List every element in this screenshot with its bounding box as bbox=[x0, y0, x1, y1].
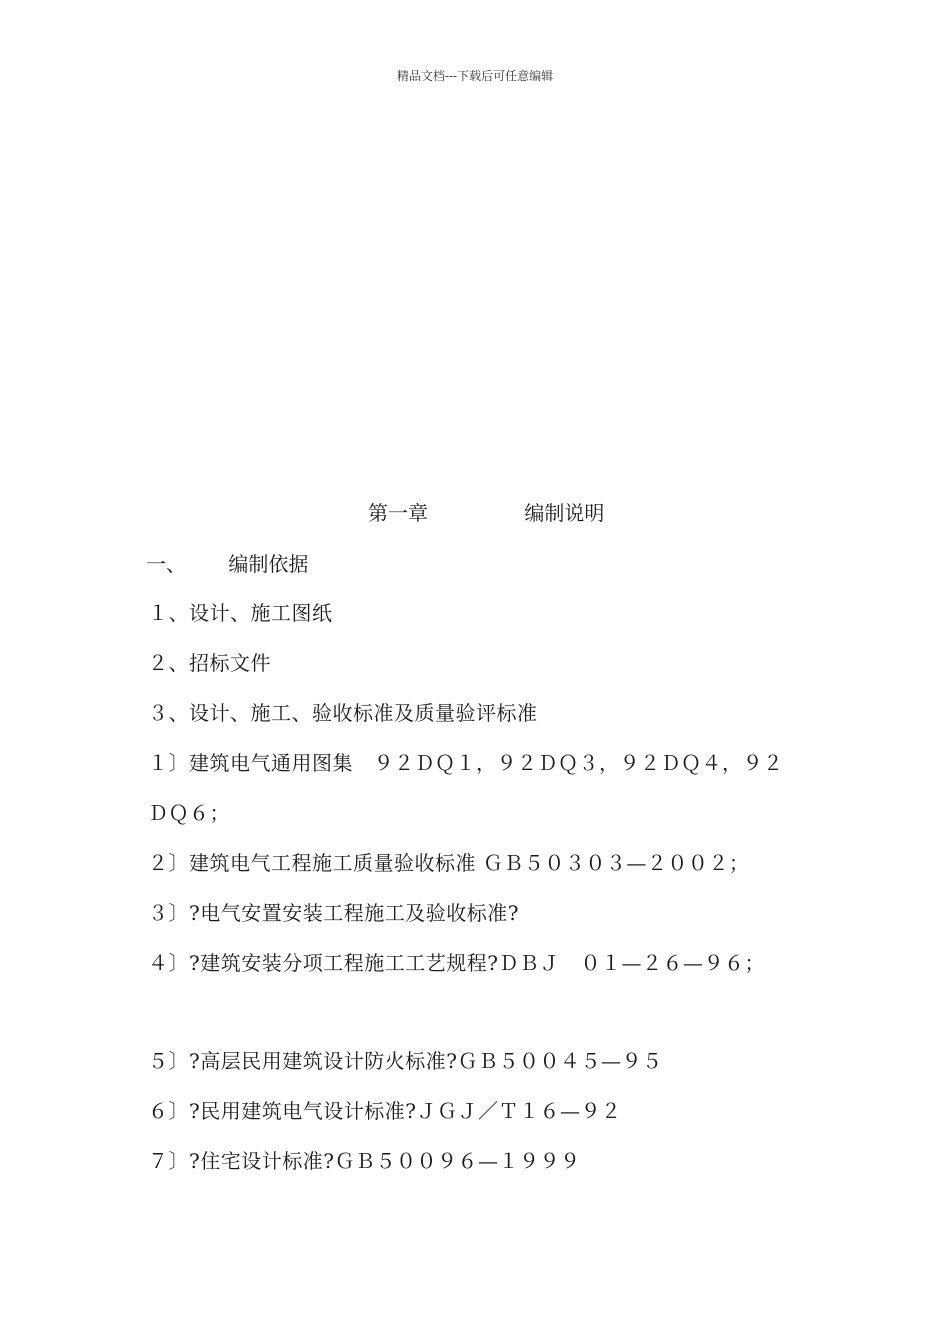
section-title: 编制依据 bbox=[228, 552, 309, 576]
standard-item-4: ４〕?建筑安装分项工程施工工艺规程?ＤＢＪ ０１—２６—９６； bbox=[148, 951, 765, 975]
chapter-title: 编制说明 bbox=[524, 501, 605, 525]
section-marker: 一、 bbox=[146, 552, 186, 576]
standard-item-5: ５〕?高层民用建筑设计防火标准?ＧＢ５００４５—９５ bbox=[148, 1049, 663, 1073]
standard-item-6: ６〕?民用建筑电气设计标准?ＪＧＪ／Ｔ１６—９２ bbox=[148, 1099, 622, 1123]
chapter-number: 第一章 bbox=[368, 501, 428, 525]
standard-item-2: ２〕建筑电气工程施工质量验收标准 ＧＢ５０３０３—２００２； bbox=[148, 851, 750, 875]
standard-item-1: １〕建筑电气通用图集 ９２ＤＱ１，９２ＤＱ３，９２ＤＱ４，９２ bbox=[148, 751, 784, 775]
list-item-standards: ３、设计、施工、验收标准及质量验评标准 bbox=[148, 701, 538, 725]
list-item-drawings: １、设计、施工图纸 bbox=[148, 601, 333, 625]
standard-item-7: ７〕?住宅设计标准?ＧＢ５００９６—１９９９ bbox=[148, 1149, 581, 1173]
section-heading bbox=[146, 548, 308, 577]
standard-item-1-continued: ＤＱ６； bbox=[148, 801, 230, 825]
chapter-heading bbox=[368, 497, 604, 526]
page-header: 精品文档---下载后可任意编辑 bbox=[396, 69, 554, 83]
standard-item-3: ３〕?电气安置安装工程施工及验收标准? bbox=[148, 901, 519, 925]
list-item-tender: ２、招标文件 bbox=[148, 651, 271, 675]
